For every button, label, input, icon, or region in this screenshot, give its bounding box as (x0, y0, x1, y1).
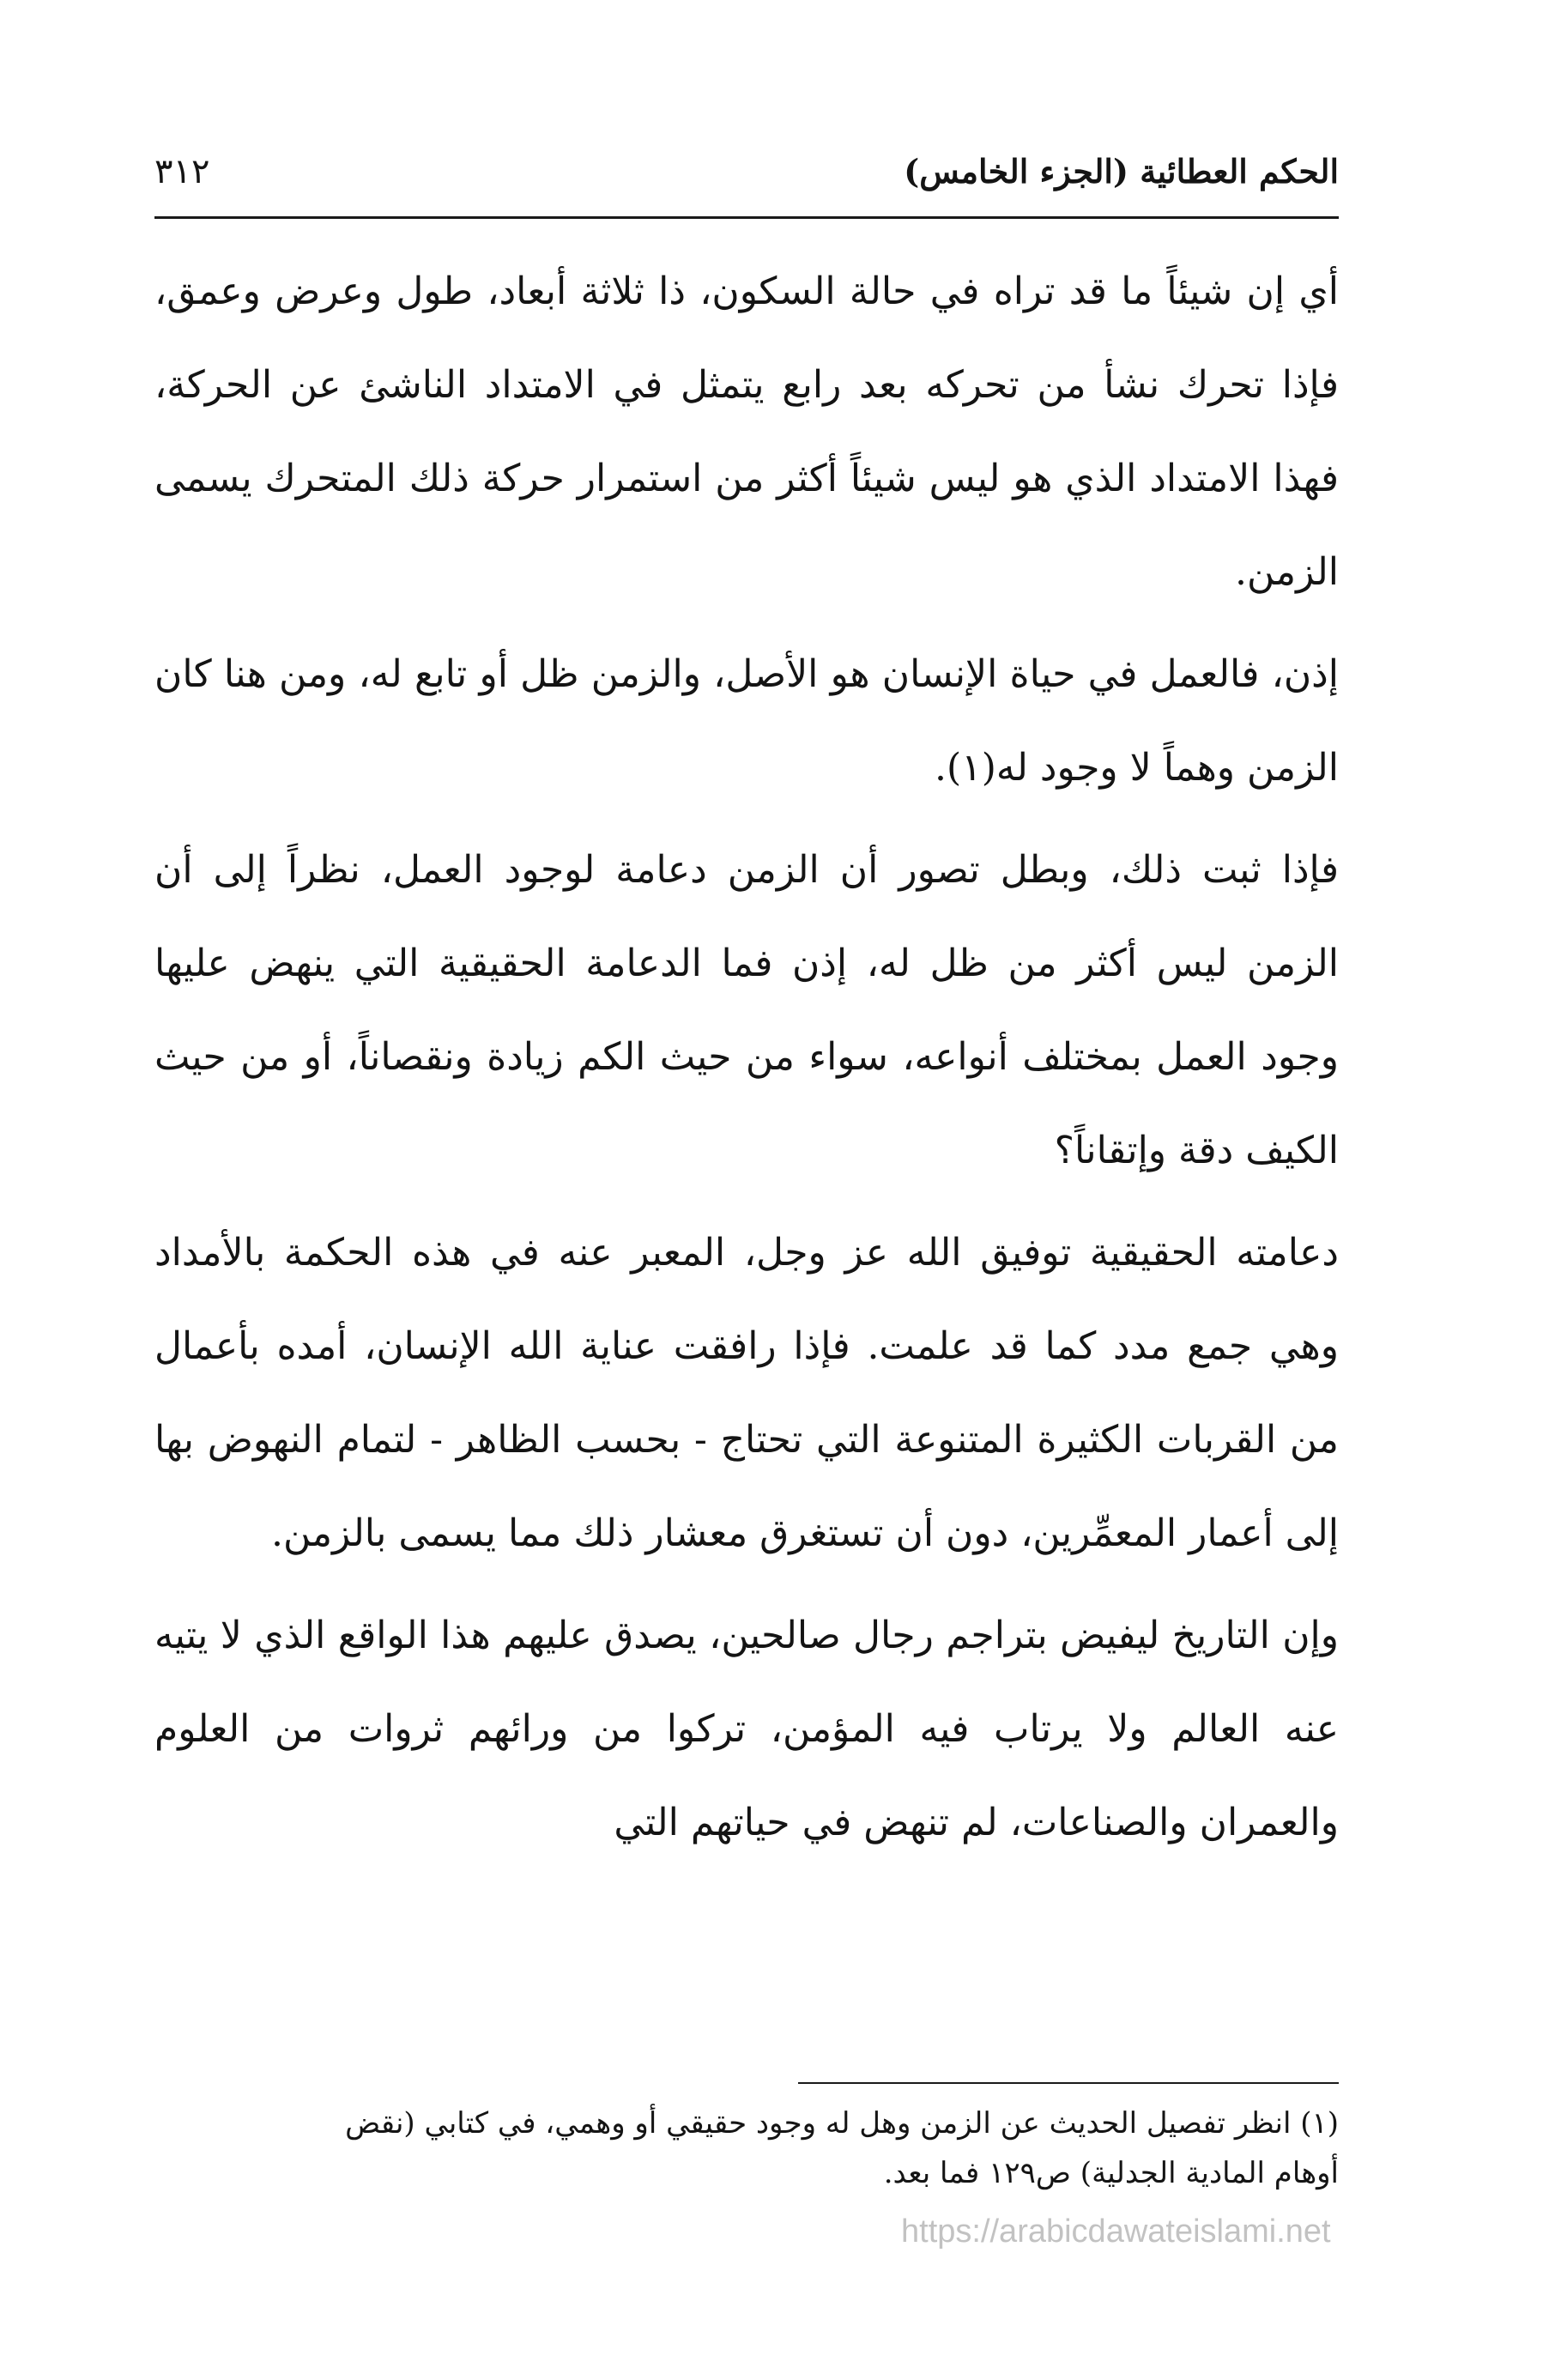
footnote-line-2: أوهام المادية الجدلية) ص١٢٩ فما بعد. (883, 2156, 1339, 2190)
paragraph-2: إذن، فالعمل في حياة الإنسان هو الأصل، والزمن ظل أو تابع له، ومن هنا كان الزمن وهماً لا وجود له(١). (154, 652, 1339, 790)
page-number: ٣١٢ (154, 152, 210, 191)
running-title: الحكم العطائية (الجزء الخامس) (904, 152, 1339, 191)
running-header (154, 146, 1339, 215)
paragraph-3: فإذا ثبت ذلك، وبطل تصور أن الزمن دعامة لوجود العمل، نظراً إلى أن الزمن ليس أكثر من ظل له، إذن فما الدعامة الحقيقية التي ينهض عليها وجود العمل بمختلف أنواعه، سواء من حيث الكم زيادة ونقصاناً، أو من حيث الكيف دقة وإتقاناً؟ (154, 848, 1339, 1172)
main-text (154, 245, 1339, 1878)
paragraph-4: دعامته الحقيقية توفيق الله عز وجل، المعبر عنه في هذه الحكمة بالأمداد وهي جمع مدد كما قد علمت. فإذا رافقت عناية الله الإنسان، أمده بأعمال من القربات الكثيرة المتنوعة التي تحتاج - بحسب الظاهر - لتمام النهوض بها إلى أعمار المعمِّرين، دون أن تستغرق معشار ذلك مما يسمى بالزمن. (154, 1231, 1339, 1555)
footnote-divider (798, 2082, 1339, 2084)
paragraph-5: وإن التاريخ ليفيض بتراجم رجال صالحين، يصدق عليهم هذا الواقع الذي لا يتيه عنه العالم ولا يرتاب فيه المؤمن، تركوا من ورائهم ثروات من العلوم والعمران والصناعات، لم تنهض في حياتهم التي (154, 1614, 1339, 1844)
footnote (154, 2098, 1339, 2198)
footnote-line-1: (١) انظر تفصيل الحديث عن الزمن وهل له وجود حقيقي أو وهمي، في كتابي (نقض (345, 2106, 1339, 2141)
header-divider (154, 216, 1339, 219)
watermark-url: https://arabicdawateislami.net (901, 2213, 1331, 2250)
paragraph-1: أي إن شيئاً ما قد تراه في حالة السكون، ذا ثلاثة أبعاد، طول وعرض وعمق، فإذا تحرك نشأ من تحركه بعد رابع يتمثل في الامتداد الناشئ عن الحركة، فهذا الامتداد الذي هو ليس شيئاً أكثر من استمرار حركة ذلك المتحرك يسمى الزمن. (154, 269, 1339, 594)
